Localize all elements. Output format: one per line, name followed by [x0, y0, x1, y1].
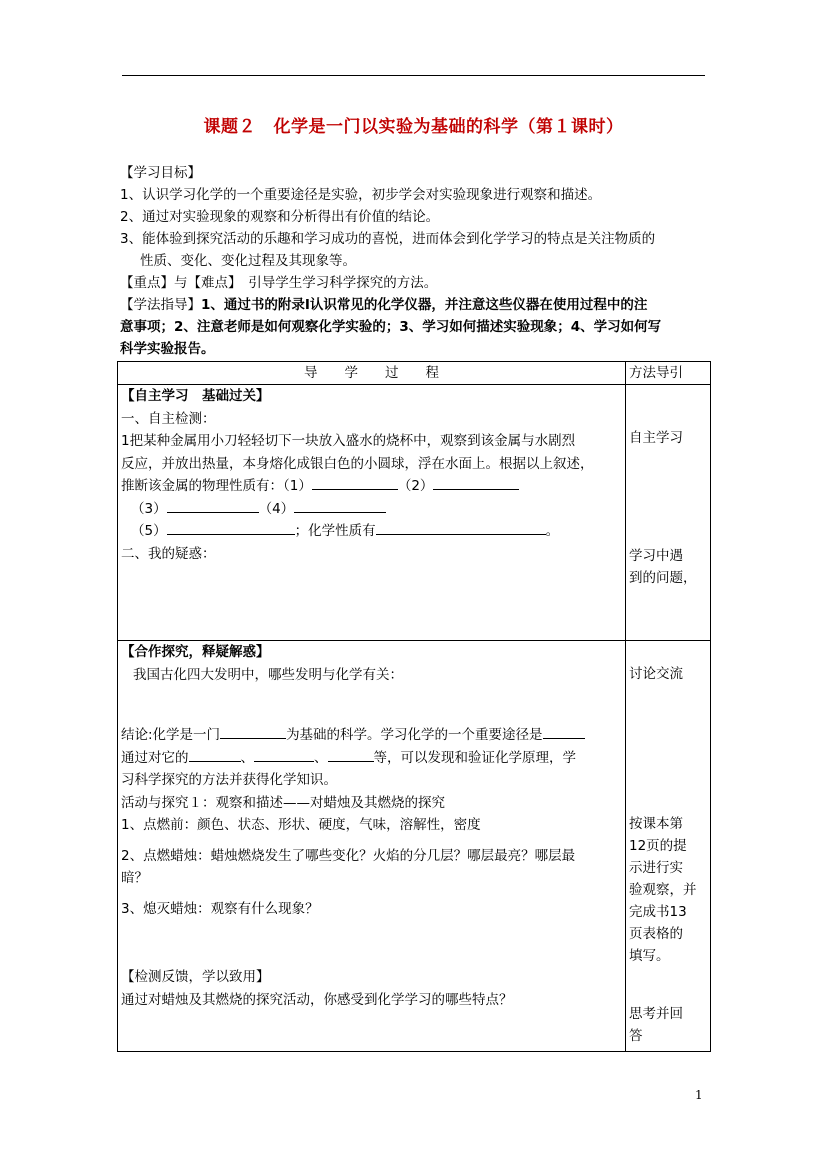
question-blanks	[121, 498, 622, 521]
conclusion: 习科学探究的方法并获得化学知识。	[121, 772, 337, 788]
blank-label: 。	[545, 523, 560, 539]
table-row	[118, 385, 711, 641]
answer-blank[interactable]	[167, 520, 295, 535]
blank-label: 等，可以发现和验证化学原理，学	[373, 749, 576, 766]
method-note: 到的问题，	[629, 570, 697, 586]
answer-blank[interactable]	[189, 747, 241, 762]
header-process: 导 学 过 程	[118, 362, 626, 385]
guidance-text: 1、通过书的附录Ⅰ认识常见的化学仪器，并注意这些仪器在使用过程中的注	[201, 297, 648, 313]
activity-step: 暗？	[121, 870, 148, 886]
method-note: 思考并回	[629, 1006, 683, 1022]
answer-blank[interactable]	[433, 475, 519, 490]
conclusion	[121, 724, 622, 747]
self-study-cell	[118, 385, 626, 641]
activity-step: 3、熄灭蜡烛：观察有什么现象？	[121, 900, 319, 917]
method-note: 答	[629, 1028, 643, 1044]
sub-heading: 一、自主检测：	[121, 410, 216, 427]
blank-label: （3）	[131, 500, 167, 517]
blank-label: 推断该金属的物理性质有：（1）	[121, 478, 312, 494]
header-rule	[122, 75, 705, 76]
blank-label: （4）	[258, 500, 295, 517]
guidance-text: 科学实验报告。	[120, 341, 215, 357]
method-note: 填写。	[629, 948, 670, 964]
blank-label: 、	[314, 749, 328, 766]
table-header-row	[118, 362, 711, 385]
question-text: 我国古化四大发明中，哪些发明与化学有关：	[133, 666, 403, 683]
feedback-question: 通过对蜡烛及其燃烧的探究活动，你感受到化学学习的哪些特点？	[121, 991, 513, 1008]
method-note: 按课本第	[629, 816, 683, 832]
sub-heading: 二、我的疑惑：	[121, 545, 216, 562]
objective-item: 1、认识学习化学的一个重要途径是实验，初步学会对实验现象进行观察和描述。	[120, 187, 602, 203]
intro-section	[120, 162, 710, 360]
method-note: 自主学习	[629, 430, 683, 446]
question-blanks	[121, 520, 622, 543]
method-cell	[626, 641, 711, 1052]
objective-item: 3、能体验到探究活动的乐趣和学习成功的喜悦，进而体会到化学学习的特点是关注物质的	[120, 231, 656, 247]
activity-step: 1、点燃前：颜色、状态、形状、硬度，气味，溶解性，密度	[121, 817, 481, 833]
answer-blank[interactable]	[220, 724, 286, 739]
page-number: 1	[695, 1088, 703, 1102]
question-text: 1把某种金属用小刀轻轻切下一块放入盛水的烧杯中，观察到该金属与水剧烈	[121, 433, 576, 449]
question-blanks	[121, 475, 622, 498]
answer-blank[interactable]	[376, 520, 546, 535]
answer-blank[interactable]	[294, 498, 386, 513]
method-note: 学习中遇	[629, 548, 683, 564]
method-note: 页表格的	[629, 926, 683, 942]
blank-label: 结论:化学是一门	[121, 727, 221, 743]
guidance	[120, 294, 710, 316]
guidance-label: 【学法指导】	[120, 297, 201, 313]
objective-item: 2、通过对实验现象的观察和分析得出有价值的结论。	[120, 209, 440, 225]
activity-title: 活动与探究１：观察和描述——对蜡烛及其燃烧的探究	[121, 794, 445, 811]
blank-label: 通过对它的	[121, 749, 189, 766]
answer-blank[interactable]	[328, 747, 374, 762]
section-title: 【合作探究，释疑解惑】	[121, 644, 270, 660]
lesson-table	[117, 361, 711, 1052]
section-title: 【自主学习 基础过关】	[121, 388, 270, 404]
method-note: 讨论交流	[629, 666, 683, 682]
answer-blank[interactable]	[312, 475, 398, 490]
header-method: 方法导引	[626, 362, 711, 385]
answer-blank[interactable]	[167, 498, 259, 513]
answer-blank[interactable]	[543, 724, 585, 739]
answer-blank[interactable]	[254, 747, 314, 762]
conclusion	[121, 747, 622, 770]
blank-label: ；化学性质有	[294, 523, 376, 539]
blank-label: （2）	[397, 478, 434, 494]
blank-label: （5）	[131, 523, 167, 539]
blank-label: 为基础的科学。学习化学的一个重要途径是	[286, 727, 543, 743]
activity-step: 2、点燃蜡烛：蜡烛燃烧发生了哪些变化？火焰的分几层？哪层最亮？哪层最	[121, 847, 576, 864]
key-points: 【重点】与【难点】 引导学生学习科学探究的方法。	[120, 275, 438, 291]
guidance-text: 意事项；2、注意老师是如何观察化学实验的；3、学习如何描述实验现象；4、学习如何写	[120, 319, 662, 335]
objective-item: 性质、变化、变化过程及其现象等。	[140, 253, 356, 269]
method-cell	[626, 385, 711, 641]
method-note: 验观察，并	[629, 882, 697, 898]
method-note: 示进行实	[629, 860, 683, 876]
method-note: 12页的提	[629, 838, 687, 854]
blank-label: 、	[240, 749, 254, 766]
cooperative-cell	[118, 641, 626, 1052]
table-row	[118, 641, 711, 1052]
question-text: 反应，并放出热量，本身熔化成银白色的小圆球，浮在水面上。根据以上叙述，	[121, 455, 594, 472]
objectives-heading: 【学习目标】	[120, 165, 201, 181]
feedback-title: 【检测反馈，学以致用】	[121, 969, 270, 985]
method-note: 完成书13	[629, 904, 687, 920]
page-title: 课题２ 化学是一门以实验为基础的科学（第１课时）	[203, 117, 624, 137]
